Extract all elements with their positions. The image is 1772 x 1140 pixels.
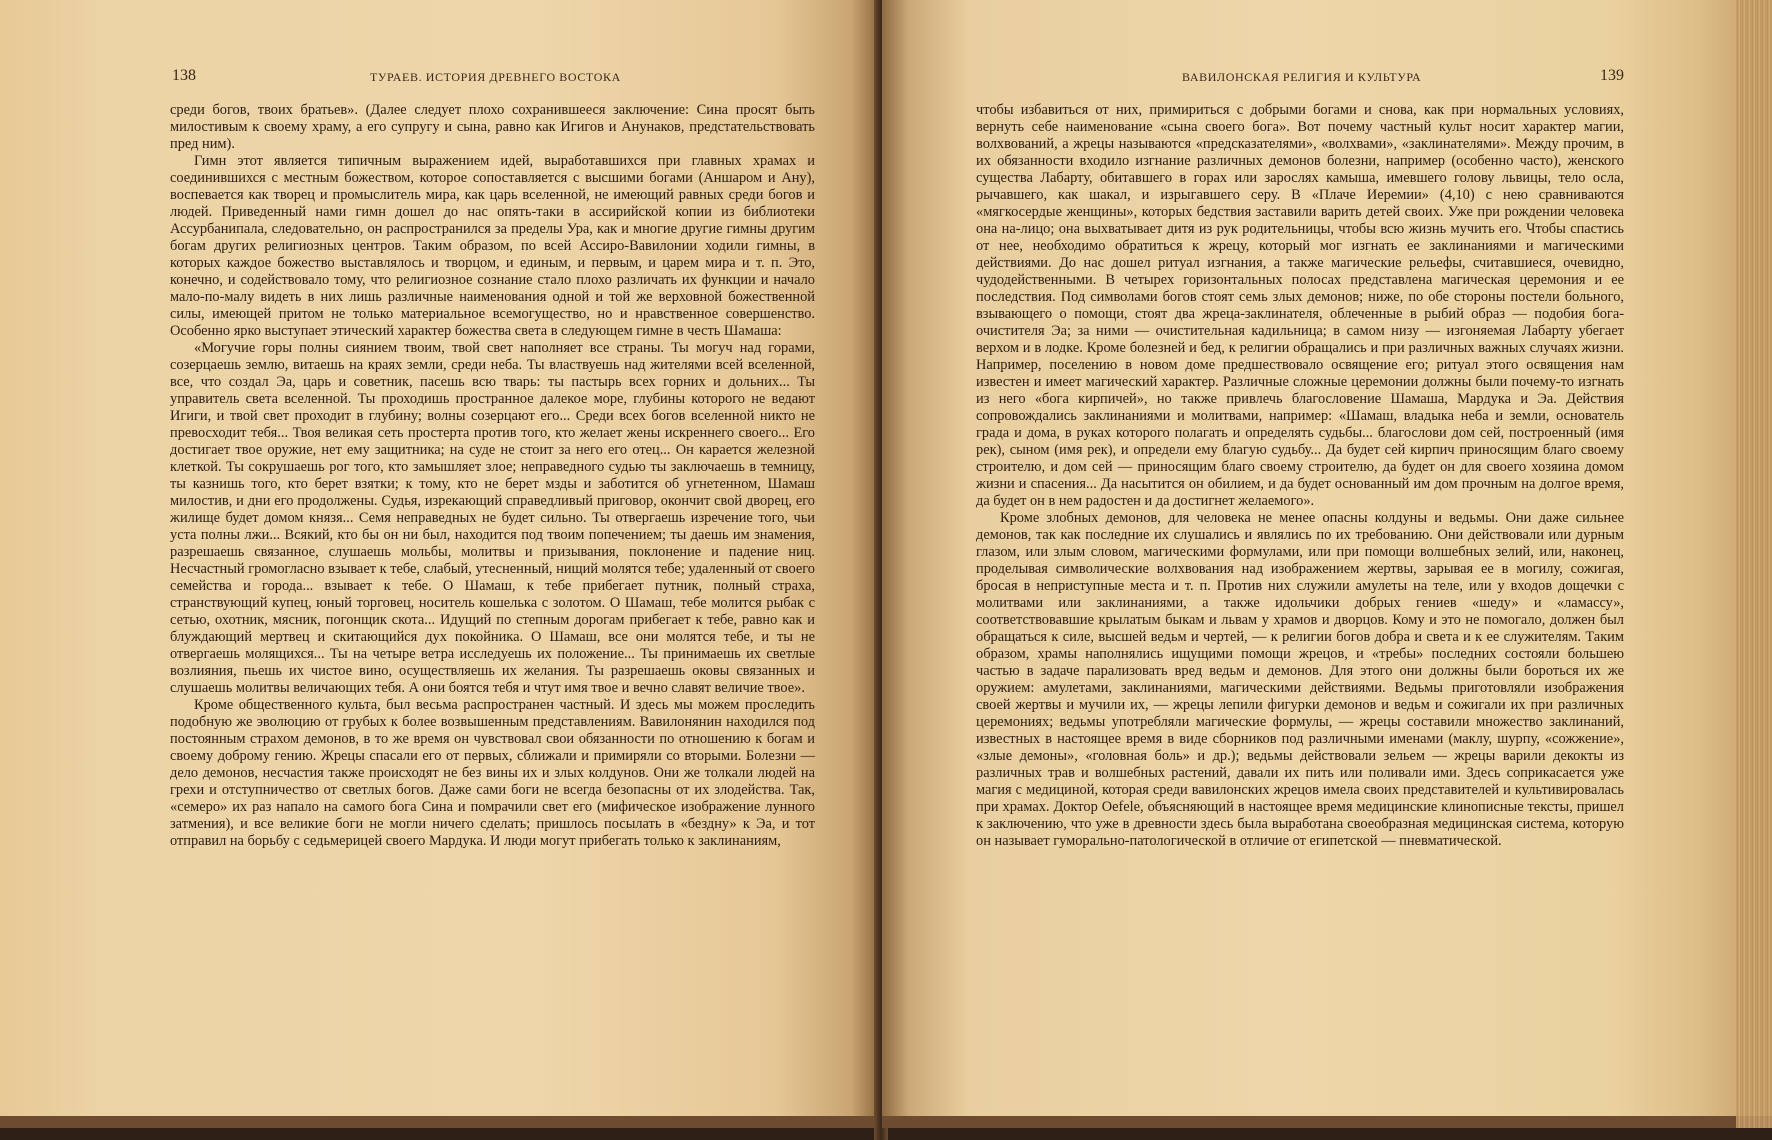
left-page (0, 0, 878, 1128)
page-edges (1736, 0, 1772, 1128)
running-header: ВАВИЛОНСКАЯ РЕЛИГИЯ И КУЛЬТУРА (1182, 70, 1422, 84)
paragraph: среди богов, твоих братьев». (Далее следует плохо сохранившееся заключение: Сина просят быть милостивым к своему храму, а его супругу и сына, равно как Игигов и Анунаков, предстательствовать пред ним). (170, 102, 815, 152)
running-header: ТУРАЕВ. ИСТОРИЯ ДРЕВНЕГО ВОСТОКА (370, 70, 621, 84)
left-page-body (170, 102, 815, 850)
page-number: 139 (1600, 67, 1624, 84)
right-page-body (976, 102, 1624, 850)
page-number: 138 (172, 67, 196, 84)
paragraph: чтобы избавиться от них, примириться с добрыми богами и снова, как при нормальных условиях, вернуть себе наименование «сына своего бога». Вот почему частный культ носит характер магии, волхвований, а жрецы называются «предсказателями», «волхвами», «заклинателями». Между прочим, в их обязанности входило изгнание различных демонов болезни, например (особенно часто), женского существа Лабарту, обитавшего в горах или зарослях камыша, имевшего голову львицы, тело осла, рычавшего, как шакал, и изрыгавшего серу. В «Плаче Иеремии» (4,10) с нею сравниваются «мягкосердые женщины», которых бедствия заставили варить детей своих. Уже при рождении человека она на-лицо; она выхватывает дитя из рук родительницы, чтобы всю жизнь мучить его. Чтобы спастись от нее, необходимо обратиться к жрецу, который мог изгнать ее заклинаниями и магическими действиями. До нас дошел ритуал изгнания, а также магические рельефы, считавшиеся, очевидно, чудодейственными. В четырех горизонтальных полосах представлена магическая церемония и ее последствия. Под символами богов стоят семь злых демонов; ниже, по обе стороны постели больного, взывающего о помощи, стоят два жреца-заклинателя, облеченные в рыбий образ — подобия бога-очистителя Эа; за ними — очистительная кадильница; в самом низу — изгоняемая Лабарту убегает верхом и в лодке. Кроме болезней и бед, к религии обращались и при различных важных случаях жизни. Например, поселению в новом доме предшествовало освящение его; ритуал этого освящения нам известен и имеет магический характер. Различные сложные церемонии должны были почему-то изгнать из него «бога кирпичей», но также привлечь благословение Шамаша, Мардука и Эа. Действия сопровождались заклинаниями и молитвами, например: «Шамаш, владыка неба и земли, основатель града и дома, в руках которого полагать и определять судьбы... благослови дом сей, построенный (имя рек), сыном (имя рек), и определи ему благую судьбу... Да будет сей кирпич приносящим благо своему строителю, и дом сей — приносящим благо своему строителю, да будет он для своего хозяина домом жизни и спасения... Да насытится он обилием, и да будет основанный им дом прочным на долгое время, да будет он в нем радостен и да достигнет желаемого». (976, 102, 1624, 509)
paragraph: «Могучие горы полны сиянием твоим, твой свет наполняет все страны. Ты могуч над горами, созерцаешь землю, витаешь на краях земли, среди неба. Ты властвуешь над жителями всей вселенной, все, что создал Эа, царь и советник, пасешь всю тварь: ты пастырь всех горних и дольних... Ты управитель света вселенной. Ты проходишь пространное далекое море, глубины которого не ведают Игиги, и твой свет проходит в глубину; волны созерцают его... Среди всех богов вселенной никто не превосходит тебя... Твоя великая сеть простерта против того, кто желает жены искреннего своего... Его достигает твое оружие, нет ему защитника; на суде не стоит за него его отец... Он карается железной клеткой. Ты сокрушаешь рог того, кто замышляет злое; неправедного судью ты заключаешь в темницу, ты казнишь того, кто берет взятки; к тому, кто не берет мзды и заботится об угнетенном, Шамаш милостив, и дни его продолжены. Судья, изрекающий справедливый приговор, окончит свой дворец, его жилище будет домом князя... Семя неправедных не будет сильно. Ты отвергаешь изречение того, чьи уста полны лжи... Всякий, кто бы он ни был, находится под твоим попечением; ты даешь им знамения, разрешаешь связанное, слушаешь мольбы, молитвы и призывания, поклонение и падение ниц. Несчастный громогласно взывает к тебе, слабый, утесненный, нищий молятся тебе; удаленный от своего семейства и города... взывает к тебе. О Шамаш, к тебе прибегает путник, полный страха, странствующий купец, юный торговец, носитель кошелька с золотом. О Шамаш, тебе молится рыбак с сетью, охотник, мясник, погонщик скота... Идущий по степным дорогам прибегает к тебе, равно как и блуждающий мертвец и скитающийся дух покойника. О Шамаш, все они молятся тебе, и ты не отвергаешь молящихся... Ты на четыре ветра исследуешь их положение... Ты принимаешь их светлые возлияния, пьешь их чистое вино, осуществляешь их желания. Ты разрешаешь оковы связанных и слушаешь молитвы величающих тебя. А они боятся тебя и чтут имя твое и вечно славят величие твое». (170, 340, 815, 696)
paragraph: Кроме злобных демонов, для человека не менее опасны колдуны и ведьмы. Они даже сильнее демонов, так как последние их слушались и являлись по их требованию. Они действовали или дурным глазом, или злым словом, магическими формулами, или при помощи волшебных зелий, или, наконец, проделывая символические волхвования над изображением жертвы, зарывая ее в могилу, сожигая, бросая в неприступные места и т. п. Против них служили амулеты на теле, или у входов дощечки с молитвами или заклинаниями, а также идольчики добрых гениев «шеду» и «ламассу», соответствовавшие крылатым быкам и львам у храмов и дворцов. Кому и это не помогало, должен был обращаться к силе, высшей ведьм и чертей, — к религии богов добра и света и к ее служителям. Таким образом, храмы наполнялись ищущими помощи жрецов, и «требы» последних состояли большею частью в задаче парализовать вред ведьм и демонов. Для этого они должны были бороться их же оружием: амулетами, заклинаниями, магическими действиями. Ведьмы приготовляли изображения своей жертвы и мучили их, — жрецы лепили фигурки демонов и ведьм и сожигали их при различных церемониях; ведьмы употребляли магические формулы, — жрецы составили множество заклинаний, известных в настоящее время в виде сборников под различными именами (маклу, шурпу, «сожжение», «злые демоны», «головная боль» и др.); ведьмы действовали зельем — жрецы варили декокты из различных трав и волшебных растений, давали их пить или поливали ими. Здесь соприкасается уже магия с медициной, которая среди вавилонских жрецов имела своих представителей и культивировалась при храмах. Доктор Oefele, объясняющий в настоящее время медицинские клинописные тексты, пришел к заключению, что уже в древности здесь была выработана своеобразная медицинская система, которую он называет гуморально-патологической в отличие от египетской — пневматической. (976, 510, 1624, 849)
paragraph: Кроме общественного культа, был весьма распространен частный. И здесь мы можем проследить подобную же эволюцию от грубых к более возвышенным представлениям. Вавилонянин находился под постоянным страхом демонов, в то же время он чувствовал свои обязанности по отношению к богам и своему доброму гению. Жрецы спасали его от первых, сближали и примиряли со вторыми. Болезни — дело демонов, несчастия также происходят не без вины их и злых колдунов. Они же толкали людей на грехи и отступничество от светлых богов. Даже сами боги не всегда безопасны от их злодейства. Так, «семеро» их раз напало на самого бога Сина и помрачили свет его (мифическое изображение лунного затмения), и все великие боги не могли ничего сделать; пришлось посылать в «бездну» к Эа, и тот отправил на борьбу с седьмерицей своего Мардука. И люди могут прибегать только к заклинаниям, (170, 697, 815, 849)
paragraph: Гимн этот является типичным выражением идей, выработавшихся при главных храмах и соединившихся с местным божеством, которое сопоставляется с высшими богами (Аншаром и Ану), воспевается как творец и промыслитель мира, как царь вселенной, не имеющий равных среди богов и людей. Приведенный нами гимн дошел до нас опять-таки в ассирийской копии из библиотеки Ассурбанипала, следовательно, он распространился за пределы Ура, как и многие другие гимны другим богам других религиозных центров. Таким образом, по всей Ассиро-Вавилонии ходили гимны, в которых каждое божество выставлялось и творцом, и единым, и первым, и царем мира и т. п. Это, конечно, и содействовало тому, что религиозное сознание стало плохо различать их функции и начало мало-по-малу видеть в них лишь различные наименования одной и той же верховной божественной силы, имеющей притом не только материальное всемогущество, но и нравственное совершенство. Особенно ярко выступает этический характер божества света в следующем гимне в честь Шамаша: (170, 153, 815, 339)
